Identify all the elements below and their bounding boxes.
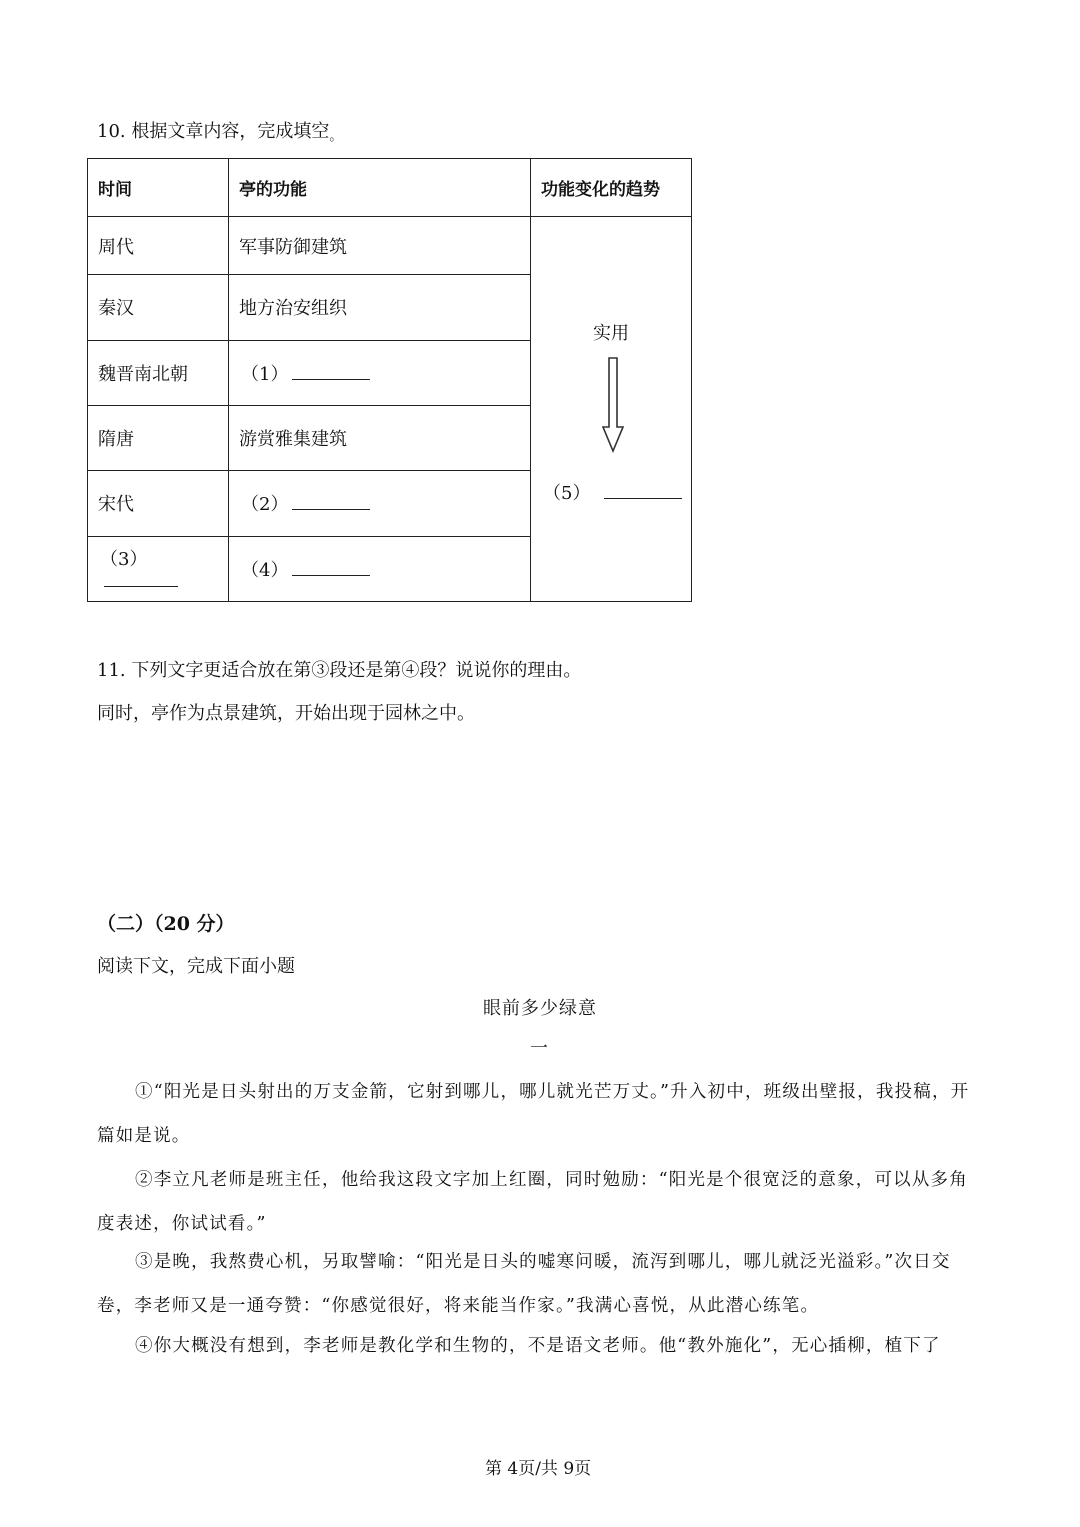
blank-4[interactable] xyxy=(229,536,531,601)
blank-5-label: （5） xyxy=(543,483,591,504)
era-cell: 秦汉 xyxy=(88,275,229,340)
question-10-mark: 。 xyxy=(329,129,343,144)
blank-2-label: （2） xyxy=(241,494,289,516)
question-10 xyxy=(97,117,342,144)
blank-3[interactable] xyxy=(88,536,229,601)
paragraph-4: ④你大概没有想到，李老师是教化学和生物的，不是语文老师。他“教外施化”，无心插柳，植下了 xyxy=(135,1336,941,1356)
paragraph-1: ①“阳光是日头射出的万支金箭，它射到哪儿，哪儿就光芒万丈。”升入初中，班级出壁报，我投稿，开篇如是说。 xyxy=(97,1082,970,1146)
function-table xyxy=(87,158,692,602)
question-10-text: 10. 根据文章内容，完成填空 xyxy=(97,121,330,142)
blank-4-line xyxy=(292,561,370,576)
section-instruction: 阅读下文，完成下面小题 xyxy=(97,956,295,977)
paragraph-2: ②李立凡老师是班主任，他给我这段文字加上红圈，同时勉励：“阳光是个很宽泛的意象，可以从多角度表述，你试试看。” xyxy=(97,1170,968,1234)
table-header-row xyxy=(88,159,692,217)
blank-3-line xyxy=(104,572,178,587)
question-11-quote: 同时，亭作为点景建筑，开始出现于园林之中。 xyxy=(97,703,475,724)
header-function: 亭的功能 xyxy=(229,159,531,217)
blank-1[interactable] xyxy=(229,340,531,405)
function-cell: 游赏雅集建筑 xyxy=(229,405,531,470)
blank-1-label: （1） xyxy=(241,363,289,385)
era-cell: 周代 xyxy=(88,217,229,275)
article-title: 眼前多少绿意 xyxy=(483,998,597,1019)
era-cell: 隋唐 xyxy=(88,405,229,470)
blank-3-label: （3） xyxy=(100,549,148,571)
blank-2-line xyxy=(292,495,370,510)
blank-4-label: （4） xyxy=(241,559,289,581)
era-cell: 宋代 xyxy=(88,471,229,536)
function-cell: 地方治安组织 xyxy=(229,275,531,340)
paragraph-3: ③是晚，我熬费心机，另取譬喻：“阳光是日头的嘘寒问暖，流泻到哪儿，哪儿就泛光溢彩。”次日交卷，李老师又是一通夸赞：“你感觉很好，将来能当作家。”我满心喜悦，从此潜心练笔。 xyxy=(97,1252,951,1316)
header-trend: 功能变化的趋势 xyxy=(531,159,692,217)
article-part: 一 xyxy=(530,1038,549,1059)
blank-1-line xyxy=(292,365,370,380)
blank-5-line xyxy=(604,484,682,499)
trend-cell xyxy=(531,217,692,602)
section-heading: （二）（20 分） xyxy=(97,913,235,935)
blank-5[interactable] xyxy=(543,479,682,505)
table-row xyxy=(88,217,692,275)
era-cell: 魏晋南北朝 xyxy=(88,340,229,405)
trend-top-label: 实用 xyxy=(593,323,629,344)
function-cell: 军事防御建筑 xyxy=(229,217,531,275)
down-arrow-icon xyxy=(601,357,625,453)
blank-2[interactable] xyxy=(229,471,531,536)
header-time: 时间 xyxy=(88,159,229,217)
question-11: 11. 下列文字更适合放在第③段还是第④段？说说你的理由。 xyxy=(97,660,582,681)
page-footer: 第 4页/共 9页 xyxy=(485,1459,592,1479)
